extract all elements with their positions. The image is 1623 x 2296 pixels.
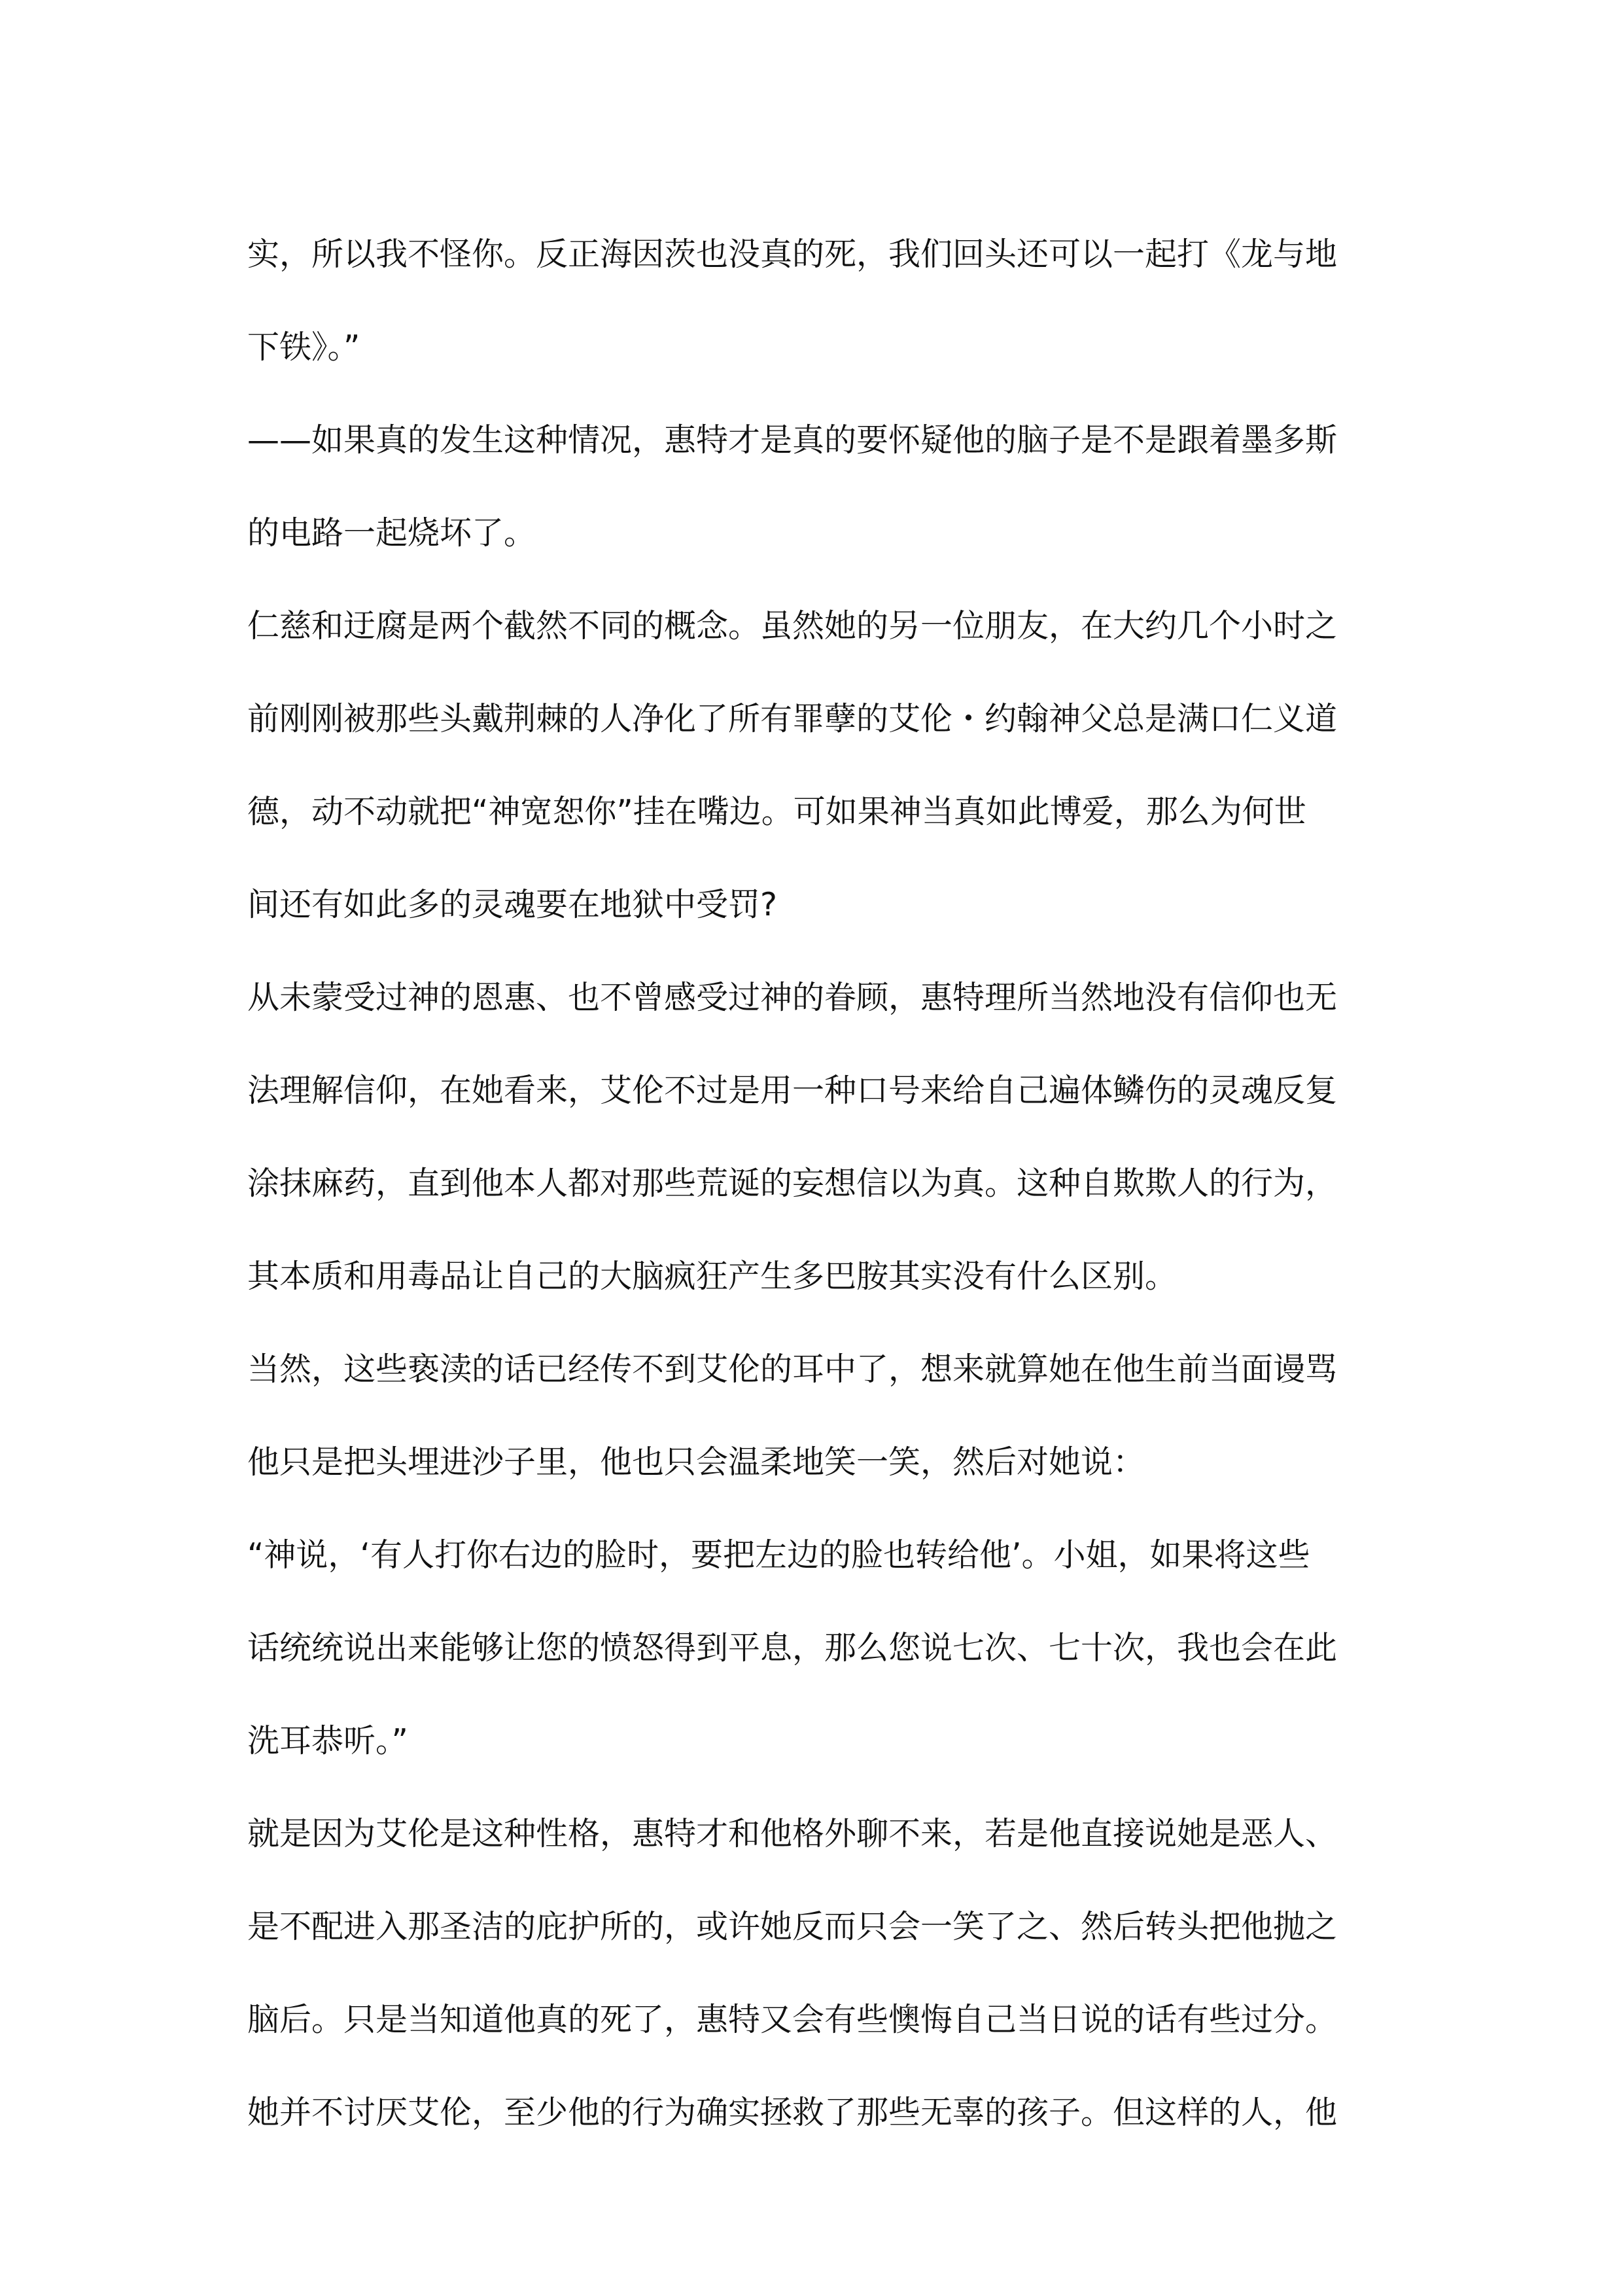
paragraph-2 — [247, 394, 1376, 580]
paragraph-5 — [247, 1323, 1376, 1509]
text-line: 的电路一起烧坏了。 — [247, 514, 536, 552]
text-line: 实，所以我不怪你。反正海因茨也没真的死，我们回头还可以一起打《龙与地 — [247, 236, 1338, 273]
text-line: 德，动不动就把“神宽恕你”挂在嘴边。可如果神当真如此博爱，那么为何世 — [247, 793, 1306, 830]
paragraph-1 — [247, 208, 1376, 394]
paragraph-3 — [247, 580, 1376, 951]
body-text — [247, 208, 1376, 2159]
text-line: “神说，‘有人打你右边的脸时，要把左边的脸也转给他’。小姐，如果将这些 — [247, 1536, 1310, 1574]
text-line: 前刚刚被那些头戴荆棘的人净化了所有罪孽的艾伦・约翰神父总是满口仁义道 — [247, 700, 1338, 737]
text-line: 洗耳恭听。” — [247, 1722, 408, 1759]
text-line: 法理解信仰，在她看来，艾伦不过是用一种口号来给自己遍体鳞伤的灵魂反复 — [247, 1072, 1338, 1109]
text-line: ——如果真的发生这种情况，惠特才是真的要怀疑他的脑子是不是跟着墨多斯 — [247, 421, 1338, 459]
paragraph-4 — [247, 951, 1376, 1323]
text-line: 涂抹麻药，直到他本人都对那些荒诞的妄想信以为真。这种自欺欺人的行为， — [247, 1165, 1338, 1202]
text-line: 她并不讨厌艾伦，至少他的行为确实拯救了那些无辜的孩子。但这样的人，他 — [247, 2094, 1338, 2131]
paragraph-7 — [247, 1788, 1376, 2159]
text-line: 当然，这些亵渎的话已经传不到艾伦的耳中了，想来就算她在他生前当面谩骂 — [247, 1351, 1338, 1388]
text-line: 脑后。只是当知道他真的死了，惠特又会有些懊悔自己当日说的话有些过分。 — [247, 2001, 1338, 2038]
text-line: 下铁》。” — [247, 328, 360, 366]
text-line: 他只是把头埋进沙子里，他也只会温柔地笑一笑，然后对她说： — [247, 1443, 1145, 1481]
text-line: 仁慈和迂腐是两个截然不同的概念。虽然她的另一位朋友，在大约几个小时之 — [247, 607, 1338, 645]
text-line: 其本质和用毒品让自己的大脑疯狂产生多巴胺其实没有什么区别。 — [247, 1258, 1178, 1295]
paragraph-6 — [247, 1509, 1376, 1788]
text-line: 是不配进入那圣洁的庇护所的，或许她反而只会一笑了之、然后转头把他抛之 — [247, 1908, 1338, 1945]
text-line: 从未蒙受过神的恩惠、也不曾感受过神的眷顾，惠特理所当然地没有信仰也无 — [247, 979, 1338, 1016]
text-line: 就是因为艾伦是这种性格，惠特才和他格外聊不来，若是他直接说她是恶人、 — [247, 1815, 1338, 1852]
text-line: 话统统说出来能够让您的愤怒得到平息，那么您说七次、七十次，我也会在此 — [247, 1629, 1338, 1667]
text-line: 间还有如此多的灵魂要在地狱中受罚? — [247, 886, 778, 923]
